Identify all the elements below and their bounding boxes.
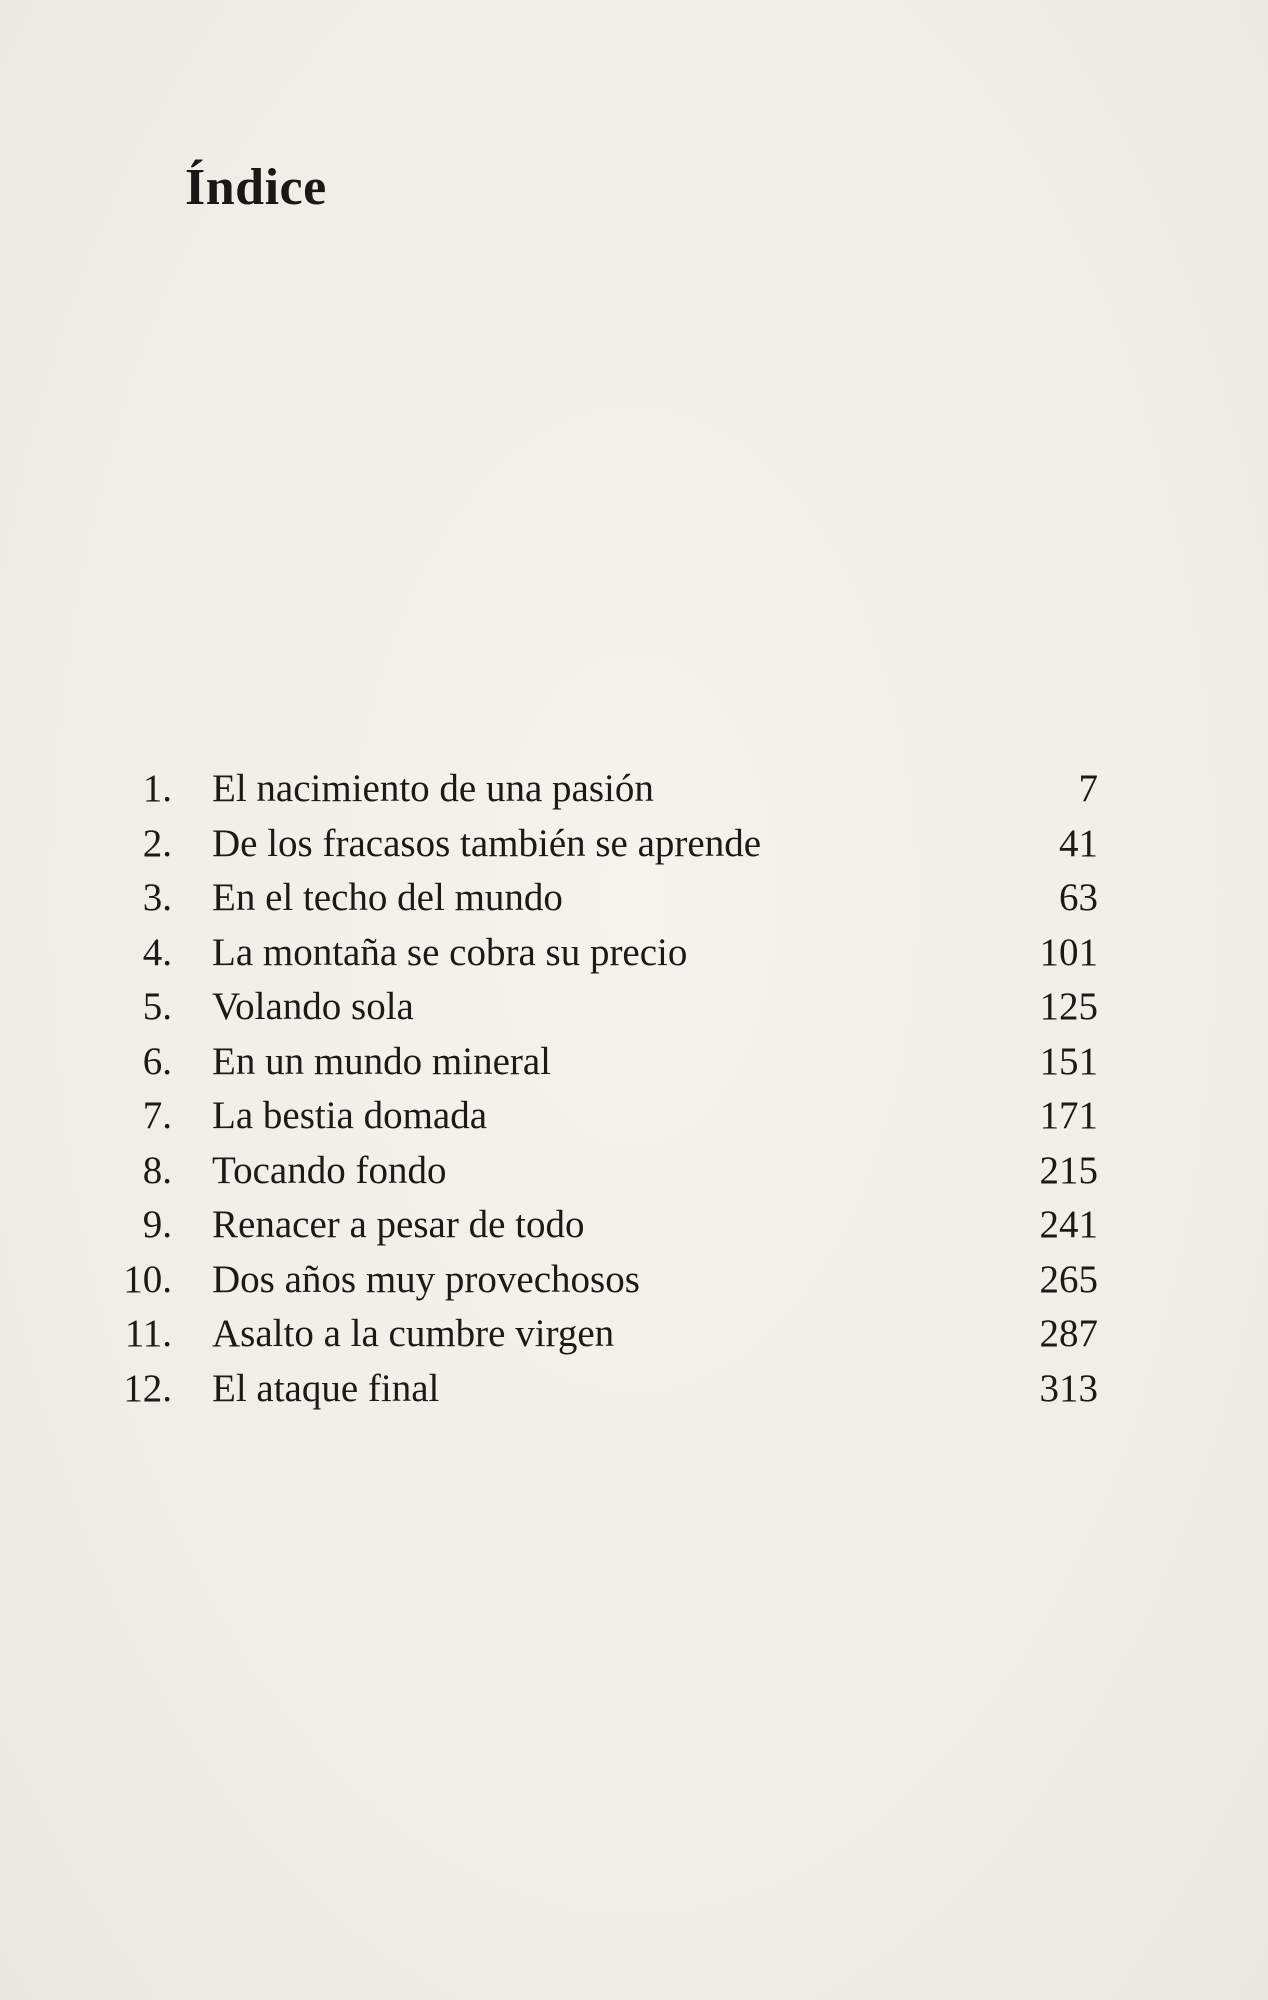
chapter-title: Dos años muy provechosos bbox=[212, 1257, 640, 1301]
chapter-title: La montaña se cobra su precio bbox=[212, 930, 688, 974]
chapter-title: En un mundo mineral bbox=[212, 1039, 552, 1083]
toc-entry bbox=[100, 1089, 1098, 1144]
chapter-page: 265 bbox=[1039, 1257, 1098, 1301]
chapter-page: 171 bbox=[1039, 1094, 1098, 1137]
chapter-page: 41 bbox=[1059, 821, 1098, 865]
chapter-page: 101 bbox=[1039, 930, 1098, 974]
chapter-title: Asalto a la cumbre virgen bbox=[212, 1312, 615, 1355]
chapter-number: 11. bbox=[124, 1312, 172, 1355]
chapter-number: 9. bbox=[142, 1203, 172, 1246]
chapter-page: 125 bbox=[1039, 985, 1098, 1028]
toc-entry bbox=[100, 1362, 1098, 1417]
chapter-title: Renacer a pesar de todo bbox=[212, 1203, 585, 1246]
chapter-title: El nacimiento de una pasión bbox=[212, 767, 654, 810]
chapter-title: En el techo del mundo bbox=[212, 876, 563, 919]
chapter-number: 7. bbox=[142, 1094, 172, 1137]
chapter-number: 8. bbox=[142, 1148, 172, 1192]
page-title: Índice bbox=[185, 159, 327, 216]
chapter-number: 10. bbox=[123, 1257, 172, 1301]
chapter-title: Tocando fondo bbox=[212, 1148, 447, 1192]
toc-entry bbox=[100, 1307, 1098, 1362]
chapter-title: De los fracasos también se aprende bbox=[212, 821, 762, 865]
toc-entry bbox=[100, 1144, 1098, 1199]
toc-entry bbox=[100, 1253, 1098, 1308]
chapter-number: 1. bbox=[142, 767, 172, 810]
chapter-page: 215 bbox=[1039, 1148, 1098, 1192]
chapter-title: Volando sola bbox=[212, 985, 414, 1028]
chapter-page: 7 bbox=[1078, 767, 1098, 810]
toc-entry bbox=[100, 762, 1098, 817]
chapter-number: 2. bbox=[142, 821, 172, 865]
chapter-number: 4. bbox=[142, 930, 172, 974]
toc-entry bbox=[100, 980, 1098, 1035]
chapter-number: 5. bbox=[142, 985, 172, 1028]
chapter-page: 63 bbox=[1059, 876, 1098, 919]
toc-entry bbox=[100, 1198, 1098, 1253]
chapter-title: La bestia domada bbox=[212, 1094, 488, 1137]
toc-entry bbox=[100, 926, 1098, 981]
toc-entry bbox=[100, 1035, 1098, 1090]
chapter-title: El ataque final bbox=[212, 1366, 440, 1410]
chapter-page: 287 bbox=[1039, 1312, 1098, 1355]
table-of-contents bbox=[100, 762, 1098, 1416]
chapter-page: 151 bbox=[1039, 1039, 1098, 1083]
toc-entry bbox=[100, 871, 1098, 926]
chapter-page: 241 bbox=[1039, 1203, 1098, 1246]
chapter-number: 6. bbox=[142, 1039, 172, 1083]
chapter-page: 313 bbox=[1039, 1366, 1098, 1410]
chapter-number: 3. bbox=[142, 876, 172, 919]
toc-entry bbox=[100, 817, 1098, 872]
chapter-number: 12. bbox=[123, 1366, 172, 1410]
